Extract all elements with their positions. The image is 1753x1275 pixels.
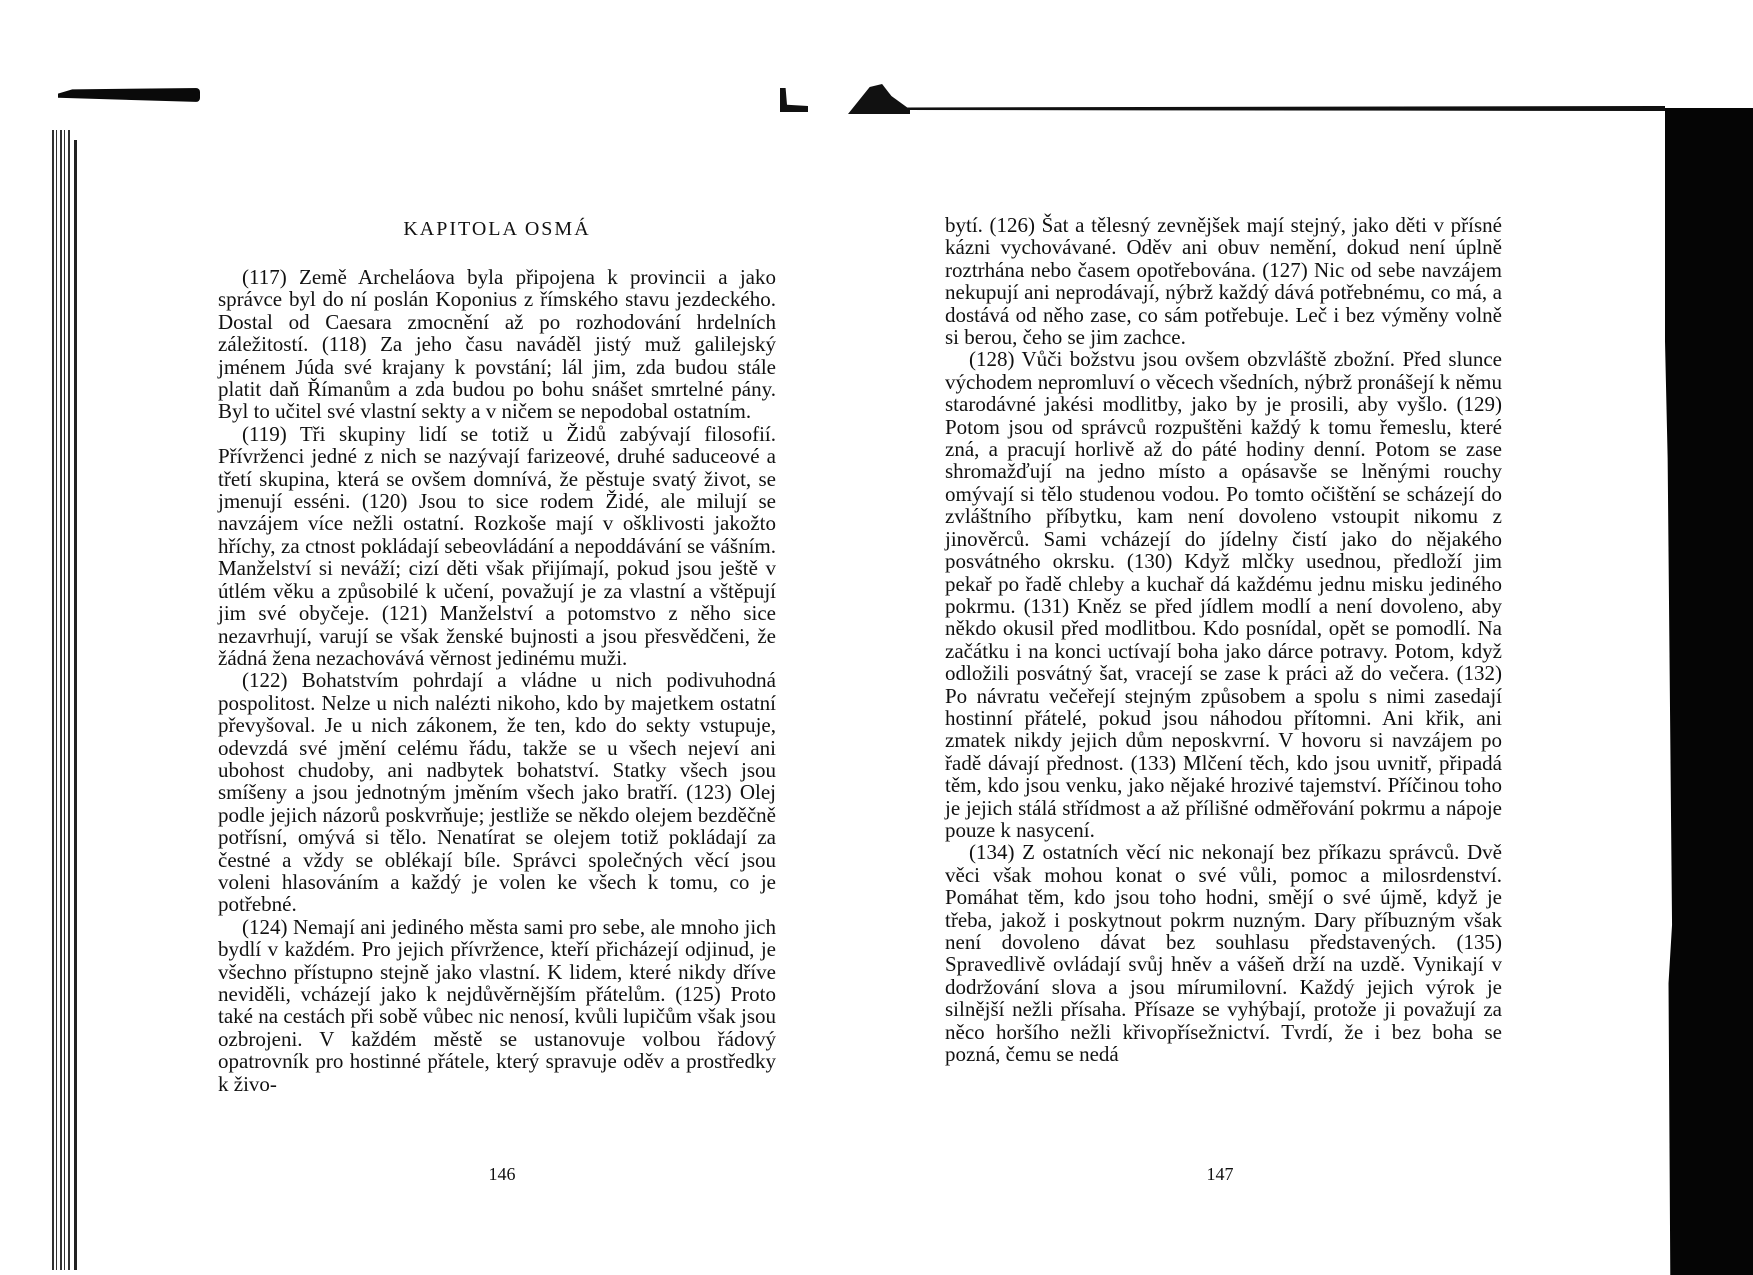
- paragraph: (124) Nemají ani jediného města sami pro sebe, ale mnoho jich bydlí v každém. Pro jejich přívržence, kteří přicházejí odjinud, je všechno přístupno stejně jako vlastní. K lidem, které nikdy dříve neviděli, vcházejí jako k nejdůvěrnějším přátelům. (125) Proto také na cestách při sobě vůbec nic nenosí, kvůli lupičům však jsou ozbrojeni. V každém městě se ustanovuje volbou řádový opatrovník pro hostinné přátele, který spravuje oděv a prostředky k živo-: [218, 914, 776, 1096]
- chapter-heading: KAPITOLA OSMÁ: [403, 218, 591, 240]
- scan-mark-center-right: [848, 84, 910, 114]
- right-page-body: [945, 214, 1502, 1065]
- paragraph: (119) Tři skupiny lidí se totiž u Židů zabývají filosofií. Přívrženci jedné z nich se nazývají farizeové, druhé saduceové a třetí skupina, která se ovšem domnívá, že pěstuje svatý život, se jmenují esséni. (120) Jsou to sice rodem Židé, ale milují se navzájem více nežli ostatní. Rozkoše mají v ošklivosti jakožto hříchy, za ctnost pokládají sebeovládání a nepoddávání se vášním. Manželství si neváží; cizí děti však přijímají, pokud jsou ještě v útlém věku a způsobilé k učení, považují je za vlastní a vštěpují jim své obyčeje. (121) Manželství a potomstvo z něho sice nezavrhují, varují se však ženské bujnosti a jsou přesvědčeni, že žádná žena nezachovává věrnost jedinému muži.: [218, 421, 776, 670]
- scan-top-edge-line: [905, 106, 1665, 111]
- left-page-body: [218, 266, 776, 1095]
- paragraph: (122) Bohatstvím pohrdají a vládne u nich podivuhodná pospolitost. Nelze u nich nalézti nikoho, kdo by majetkem ostatní převyšoval. Je u nich zákonem, že ten, kdo do sekty vstupuje, odevzdá své jmění celému řádu, takže se u všech nejeví ani ubohost chudoby, ani nadbytek bohatství. Statky všech jsou smíšeny a jsou jednotným jměním všech jako bratří. (123) Olej podle jejich názorů poskvrňuje; jestliže se někdo olejem bezděčně potřísní, omývá si tělo. Nenatírat se olejem totiž pokládají za čestné a vždy se oblékají bíle. Správci společných věcí jsou voleni hlasováním a každý je volen ke všech k tomu, co je potřebné.: [218, 668, 776, 917]
- page-number-right: 147: [1206, 1164, 1234, 1184]
- scan-right-edge-shadow: [1665, 108, 1753, 1275]
- page-number-left: 146: [488, 1164, 516, 1184]
- paragraph: (134) Z ostatních věcí nic nekonají bez příkazu správců. Dvě věci však mohou konat o své vůli, pomoc a milosrdenství. Pomáhat těm, kdo jsou toho hodni, smějí o své újmě, když je třeba, jakož i poskytnout pokrm nuzným. Dary příbuzným však není dovoleno dávat bez souhlasu představených. (135) Spravedlivě ovládají svůj hněv a vášeň drží na uzdě. Vynikají v dodržování slova a jsou mírumilovní. Každý jejich výrok je silnější nežli přísaha. Přísaze se vyhýbají, protože ji považují za něco horšího nežli křivopřísežnictví. Tvrdí, že i bez boha se pozná, čemu se nedá: [945, 840, 1502, 1067]
- paragraph: (117) Země Archeláova byla připojena k provincii a jako správce byl do ní poslán Koponius z římského stavu jezdeckého. Dostal od Caesara zmocnění až po rozhodování hrdelních záležitostí. (118) Za jeho času naváděl jistý muž galilejský jménem Júda své krajany k povstání; lál jim, zda budou stále platit daň Římanům a zda budou po bohu snášet smrtelné pány. Byl to učitel své vlastní sekty a v ničem se nepodobal ostatním.: [218, 265, 776, 424]
- book-spine-line: [74, 140, 77, 1270]
- paragraph: bytí. (126) Šat a tělesný zevnějšek mají stejný, jako děti v přísné kázni vychovávané. Oděv ani obuv nemění, dokud není úplně roztrhána nebo časem opotřebována. (127) Nic od sebe navzájem nekupují ani neprodávají, nýbrž každý dává potřebnému, co má, a dostává od něho zase, co sám potřebuje. Leč i bez výměny volně si berou, čeho se jim zachce.: [945, 213, 1502, 350]
- scan-mark-center-left: [780, 88, 808, 112]
- book-spine-shadow: [52, 130, 70, 1270]
- scan-edge-mark-left: [58, 88, 200, 102]
- paragraph: (128) Vůči božstvu jsou ovšem obzvláště zbožní. Před slunce východem nepromluví o věcech všedních, nýbrž pronášejí k němu starodávné jakési modlitby, jako by je prosili, aby vyšlo. (129) Potom jsou od správců rozpuštěni každý k tomu řemeslu, které zná, a pracují horlivě až do páté hodiny denní. Potom se zase shromažďují na jedno místo a opásavše se lněnými rouchy omývají si tělo studenou vodou. Po tomto očištění se scházejí do zvláštního příbytku, kam není dovoleno vstoupit nikomu z jinověrců. Sami vcházejí do jídelny čistí jako do nějakého posvátného okrsku. (130) Když mlčky usednou, předloží jim pekař po řadě chleby a kuchař dá každému jednu misku jediného pokrmu. (131) Kněz se před jídlem modlí a není dovoleno, aby někdo okusil před modlitbou. Kdo posnídal, opět se pomodlí. Na začátku i na konci uctívají boha jako dárce potravy. Potom, když odložili posvátný šat, vracejí se zase k práci až do večera. (132) Po návratu večeřejí stejným způsobem a spolu s nimi zasedají hostinní přátelé, pokud jsou náhodou přítomni. Ani křik, ani zmatek nikdy jejich dům neposkvrní. V hovoru si navzájem po řadě dávají přednost. (133) Mlčení těch, kdo jsou uvnitř, připadá těm, kdo jsou venku, jako nějaké hrozivé tajemství. Příčinou toho je jejich stálá střídmost a až přílišné odměřování pokrmu a nápoje pouze k nasycení.: [945, 347, 1502, 842]
